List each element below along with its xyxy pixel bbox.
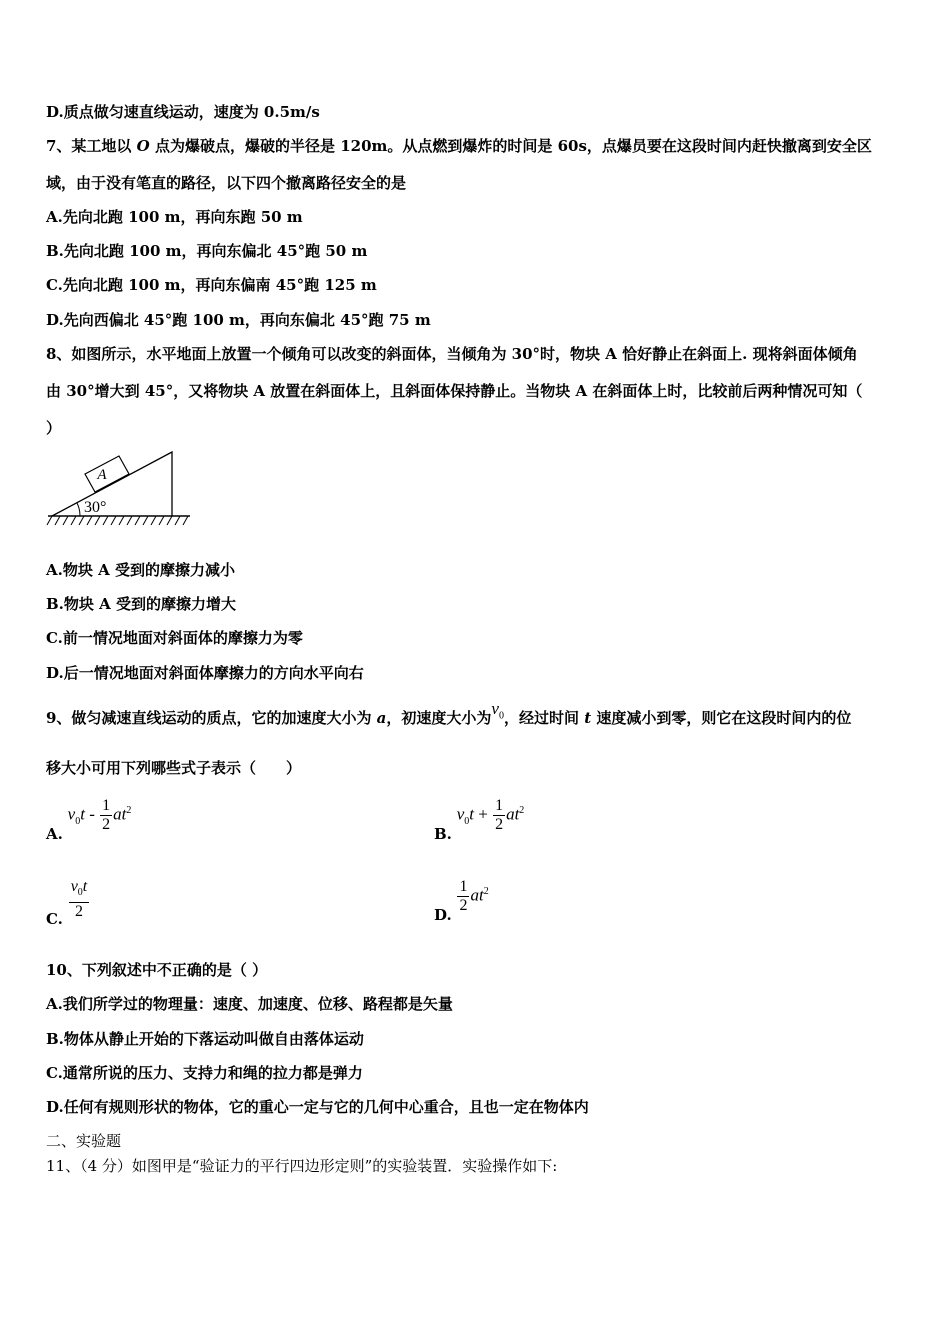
- q7-option-a: A.先向北跑 100 m，再向东跑 50 m: [46, 208, 303, 226]
- section-heading: 二、实验题: [46, 1132, 122, 1150]
- q11-stem: 11、（4 分）如图甲是“验证力的平行四边形定则”的实验装置．实验操作如下:: [46, 1157, 558, 1175]
- q8-stem-line1: 8、如图所示，水平地面上放置一个倾角可以改变的斜面体，当倾角为 30°时，物块 A 恰好静止在斜面上. 现将斜面体倾角: [46, 345, 858, 363]
- q9-stem-line2: 移大小可用下列哪些式子表示（ ）: [46, 759, 302, 777]
- q8-option-a: A.物块 A 受到的摩擦力减小: [46, 561, 235, 579]
- q7-stem-line1: 7、某工地以 O 点为爆破点，爆破的半径是 120m。从点燃到爆炸的时间是 60s，点爆员要在这段时间内赶快撤离到安全区: [46, 137, 872, 155]
- incline-figure: [44, 447, 194, 529]
- q7-option-c: C.先向北跑 100 m，再向东偏南 45°跑 125 m: [46, 276, 377, 294]
- q9-option-b: B. $v_0t$ + $\frac{1}{2}$ $at^2$: [434, 797, 525, 844]
- q9-option-d: D. $\frac{1}{2}$ $at^2$: [434, 878, 489, 925]
- q8-option-c: C.前一情况地面对斜面体的摩擦力为零: [46, 629, 303, 647]
- q8-option-d: D.后一情况地面对斜面体摩擦力的方向水平向右: [46, 664, 364, 682]
- q7-stem-line2: 域，由于没有笔直的路径，以下四个撤离路径安全的是: [46, 174, 407, 192]
- q8-stem-line2: 由 30°增大到 45°，又将物块 A 放置在斜面体上，且斜面体保持静止。当物块 A 在斜面体上时，比较前后两种情况可知（: [46, 382, 863, 400]
- q9-option-c: C. $\frac{v_0t}{2}$: [46, 878, 88, 928]
- q10-option-c: C.通常所说的压力、支持力和绳的拉力都是弹力: [46, 1064, 363, 1082]
- q6-option-d: D.质点做匀速直线运动，速度为 0.5m/s: [46, 103, 320, 121]
- q10-stem: 10、下列叙述中不正确的是（ ）: [46, 961, 268, 979]
- q9-stem-line1: 9、做匀减速直线运动的质点，它的加速度大小为 a，初速度大小为$v_0$，经过时间 t 速度减小到零，则它在这段时间内的位: [46, 699, 852, 727]
- q10-option-a: A.我们所学过的物理量：速度、加速度、位移、路程都是矢量: [46, 995, 453, 1013]
- q7-option-b: B.先向北跑 100 m，再向东偏北 45°跑 50 m: [46, 242, 368, 260]
- q10-option-b: B.物体从静止开始的下落运动叫做自由落体运动: [46, 1030, 364, 1048]
- q9-option-a: A. $v_0t$ - $\frac{1}{2}$ $at^2$: [46, 797, 132, 844]
- q7-option-d: D.先向西偏北 45°跑 100 m，再向东偏北 45°跑 75 m: [46, 311, 431, 329]
- q10-option-d: D.任何有规则形状的物体，它的重心一定与它的几何中心重合，且也一定在物体内: [46, 1098, 589, 1116]
- q8-option-b: B.物块 A 受到的摩擦力增大: [46, 595, 236, 613]
- block-label: A: [97, 467, 107, 483]
- angle-label: 30°: [84, 499, 107, 516]
- q8-stem-line3: ）: [46, 419, 62, 437]
